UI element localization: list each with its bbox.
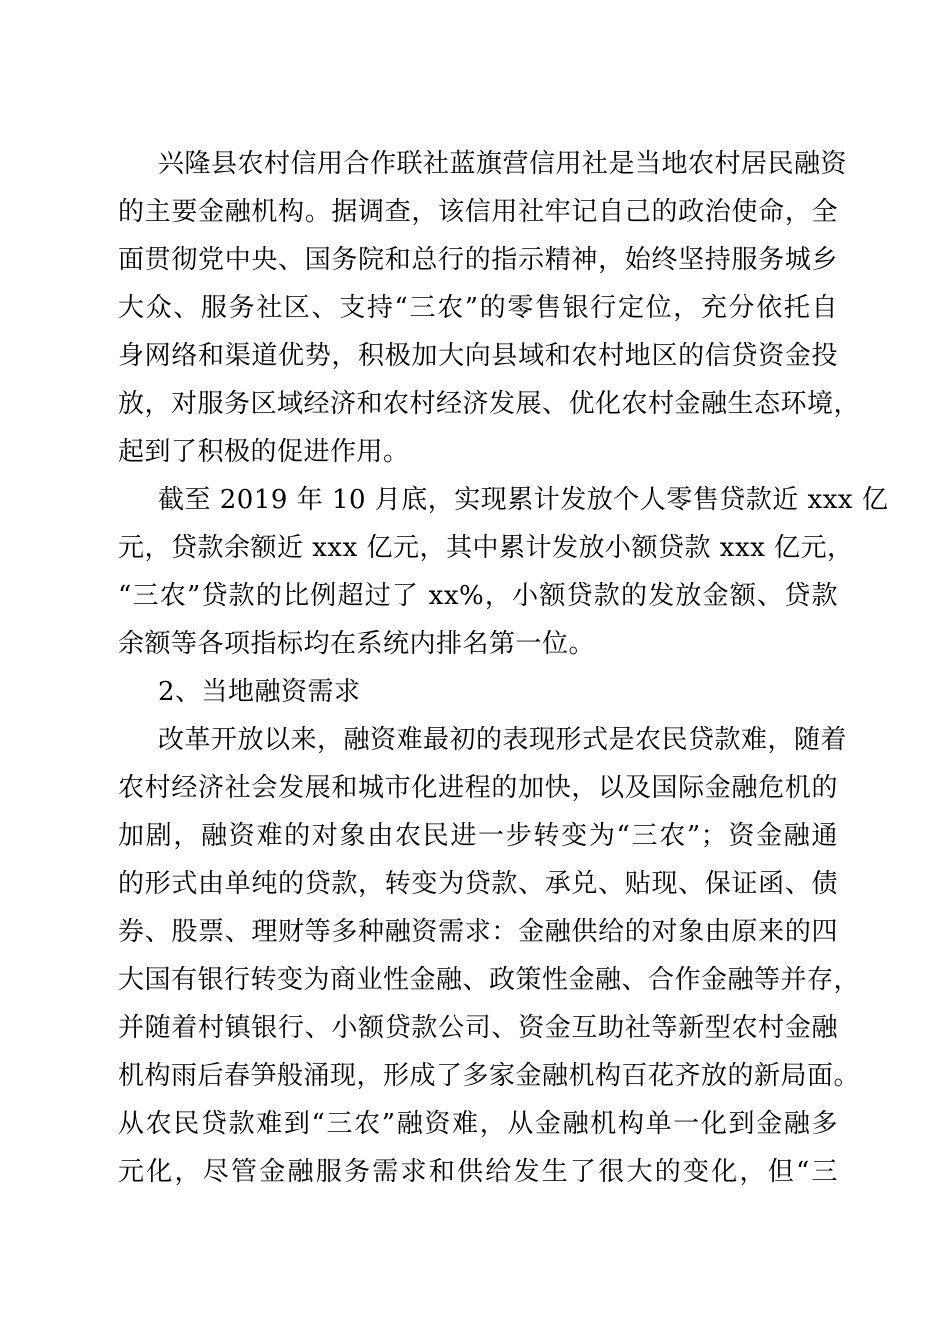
paragraph-2-line-4: 余额等各项指标均在系统内排名第一位。 [118, 629, 596, 659]
paragraph-1-line-2: 的主要金融机构。据调查，该信用社牢记自己的政治使命，全 [118, 197, 838, 227]
paragraph-1-line-7: 起到了积极的促进作用。 [118, 437, 410, 467]
paragraph-1-line-3: 面贯彻党中央、国务院和总行的指示精神，始终坚持服务城乡 [118, 245, 838, 275]
paragraph-2-line-3: “三农”贷款的比例超过了 xx%，小额贷款的发放金额、贷款 [118, 581, 838, 611]
paragraph-1-line-5: 身网络和渠道优势，积极加大向县域和农村地区的信贷资金投 [118, 341, 838, 371]
paragraph-1-line-4: 大众、服务社区、支持“三农”的零售银行定位，充分依托自 [118, 293, 838, 323]
paragraph-3-line-10: 元化，尽管金融服务需求和供给发生了很大的变化，但“三 [118, 1157, 838, 1187]
paragraph-2-line-2: 元，贷款余额近 xxx 亿元，其中累计发放小额贷款 xxx 亿元， [118, 533, 854, 563]
section-heading: 2、当地融资需求 [158, 677, 361, 707]
paragraph-3-line-2: 农村经济社会发展和城市化进程的加快，以及国际金融危机的 [118, 773, 838, 803]
paragraph-3-line-5: 券、股票、理财等多种融资需求：金融供给的对象由原来的四 [118, 917, 838, 947]
paragraph-2-line-1: 截至 2019 年 10 月底，实现累计发放个人零售贷款近 xxx 亿 [158, 485, 889, 515]
paragraph-3-line-8: 机构雨后春笋般涌现，形成了多家金融机构百花齐放的新局面。 [118, 1061, 861, 1091]
paragraph-3-line-1: 改革开放以来，融资难最初的表现形式是农民贷款难，随着 [158, 725, 848, 755]
paragraph-3-line-7: 并随着村镇银行、小额贷款公司、资金互助社等新型农村金融 [118, 1013, 838, 1043]
paragraph-3-line-9: 从农民贷款难到“三农”融资难，从金融机构单一化到金融多 [118, 1109, 838, 1139]
paragraph-1-line-1: 兴隆县农村信用合作联社蓝旗营信用社是当地农村居民融资 [158, 149, 848, 179]
paragraph-1-line-6: 放，对服务区域经济和农村经济发展、优化农村金融生态环境， [118, 389, 861, 419]
paragraph-3-line-3: 加剧，融资难的对象由农民进一步转变为“三农”；资金融通 [118, 821, 838, 851]
document-body [118, 140, 889, 1196]
paragraph-3-line-6: 大国有银行转变为商业性金融、政策性金融、合作金融等并存， [118, 965, 861, 995]
paragraph-3-line-4: 的形式由单纯的贷款，转变为贷款、承兑、贴现、保证函、债 [118, 869, 838, 899]
